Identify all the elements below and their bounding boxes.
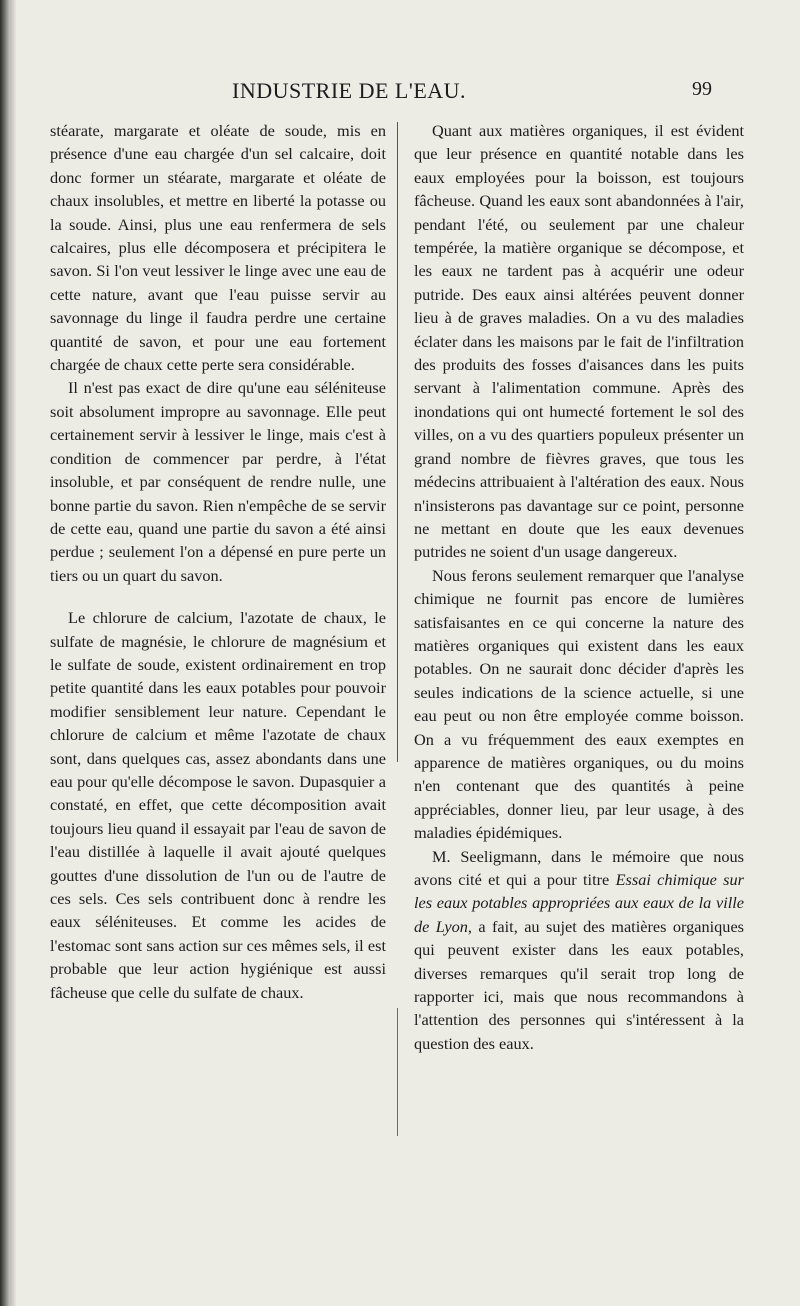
binding-edge-highlight (10, 0, 16, 1306)
left-column (50, 119, 386, 1004)
column-divider (397, 122, 398, 762)
binding-edge-shadow (0, 0, 10, 1306)
seeligmann-text-after: , a fait, au sujet des matières organiques qui peuvent exister dans les eaux potables, diverses remarques qu'il serait trop long de rapporter ici, mais que nous recommandons à l'attention des personnes qui s'intéressent à la question des eaux. (414, 916, 745, 1053)
seeligmann-text-before: M. Seeligmann, dans le mémoire que nous avons cité et qui a pour titre (414, 846, 744, 889)
paragraph-organic-matter: Quant aux matières organiques, il est évident que leur présence en quantité notable dans les eaux employées pour la boisson, est toujours fâcheuse. Quand les eaux sont abandonnées à l'air, pendant l'été, ou seulement par une chaleur tempérée, la matière organique se décompose, et les eaux ne tardent pas à acquérir une odeur putride. Des eaux ainsi altérées peuvent donner lieu à de graves maladies. On a vu des maladies éclater dans les maisons par le fait de l'infiltration des produits des fosses d'aisances dans les puits servant à l'alimentation commune. Après des inondations qui ont humecté fortement le sol des villes, on a vu des quartiers populeux présenter un grand nombre de fièvres graves, que tous les médecins attribuaient à l'altération des eaux. Nous n'insisterons pas davantage sur ce point, personne ne mettant en doute que les eaux devenues putrides ne soient d'un usage dangereux. (414, 121, 744, 562)
cited-work-title: Essai chimique sur les eaux potables appropriées aux eaux de la ville de Lyon (414, 870, 744, 936)
paragraph-minor-salts: Le chlorure de calcium, l'azotate de chaux, le sulfate de magnésie, le chlorure de magnésium et le sulfate de soude, existent ordinairement en trop petite quantité dans les eaux potables pour pouvoir modifier sensiblement leur nature. Cependant le chlorure de calcium et même l'azotate de chaux sont, dans quelques cas, assez abondants dans une eau pour qu'elle décompose le savon. Dupasquier a constaté, en effet, que cette décomposition avait toujours lieu quand il essayait par l'eau de savon de l'eau distillée à laquelle il avait ajouté quelques gouttes d'une dissolution de l'un ou de l'autre de ces sels. Ces sels contribuent donc à rendre les eaux séléniteuses. Et comme les acides de l'estomac sont sans action sur ces mêmes sels, il est probable que leur action hygiénique est aussi fâcheuse que celle du sulfate de chaux. (50, 608, 386, 1002)
paragraph-seeligmann (414, 845, 744, 1056)
column-divider-lower (397, 1008, 398, 1136)
right-column (414, 119, 744, 1055)
paragraph-soap-calcium: stéarate, margarate et oléate de soude, mis en présence d'une eau chargée d'un sel calcaire, doit donc former un stéarate, margarate et oléate de chaux insolubles, et mettre en liberté la potasse ou la soude. Ainsi, plus une eau renfermera de sels calcaires, plus elle décomposera et précipitera le savon. Si l'on veut lessiver le linge avec une eau de cette nature, avant que l'eau puisse servir au savonnage du linge il faudra perdre une certaine quantité de savon, et pour une eau fortement chargée de chaux cette perte sera considérable. (50, 121, 386, 375)
running-title: INDUSTRIE DE L'EAU. (232, 78, 467, 103)
page-number: 99 (692, 78, 712, 100)
page-header (232, 78, 712, 106)
paragraph-chemical-analysis: Nous ferons seulement remarquer que l'analyse chimique ne fournit pas encore de lumières satisfaisantes en ce qui concerne la nature des matières organiques qui existent dans les eaux potables. On ne saurait donc décider d'après les seules indications de la science actuelle, si une eau peut ou non être employée comme boisson. On a vu fréquemment des eaux exemptes en apparence de matières organiques, ou du moins n'en contenant que des quantités à peine appréciables, donner lieu, par leur usage, à des maladies épidémiques. (414, 565, 744, 843)
paragraph-selenitic-water: Il n'est pas exact de dire qu'une eau séléniteuse soit absolument impropre au savonnage. Elle peut certainement servir à lessiver le linge, mais c'est à condition de commencer par perdre, à l'état insoluble, et par conséquent de rendre nulle, une bonne partie du savon. Rien n'empêche de se servir de cette eau, quand une partie du savon a été ainsi perdue ; seulement l'on a dépensé en pure perte un tiers ou un quart du savon. (50, 378, 386, 585)
